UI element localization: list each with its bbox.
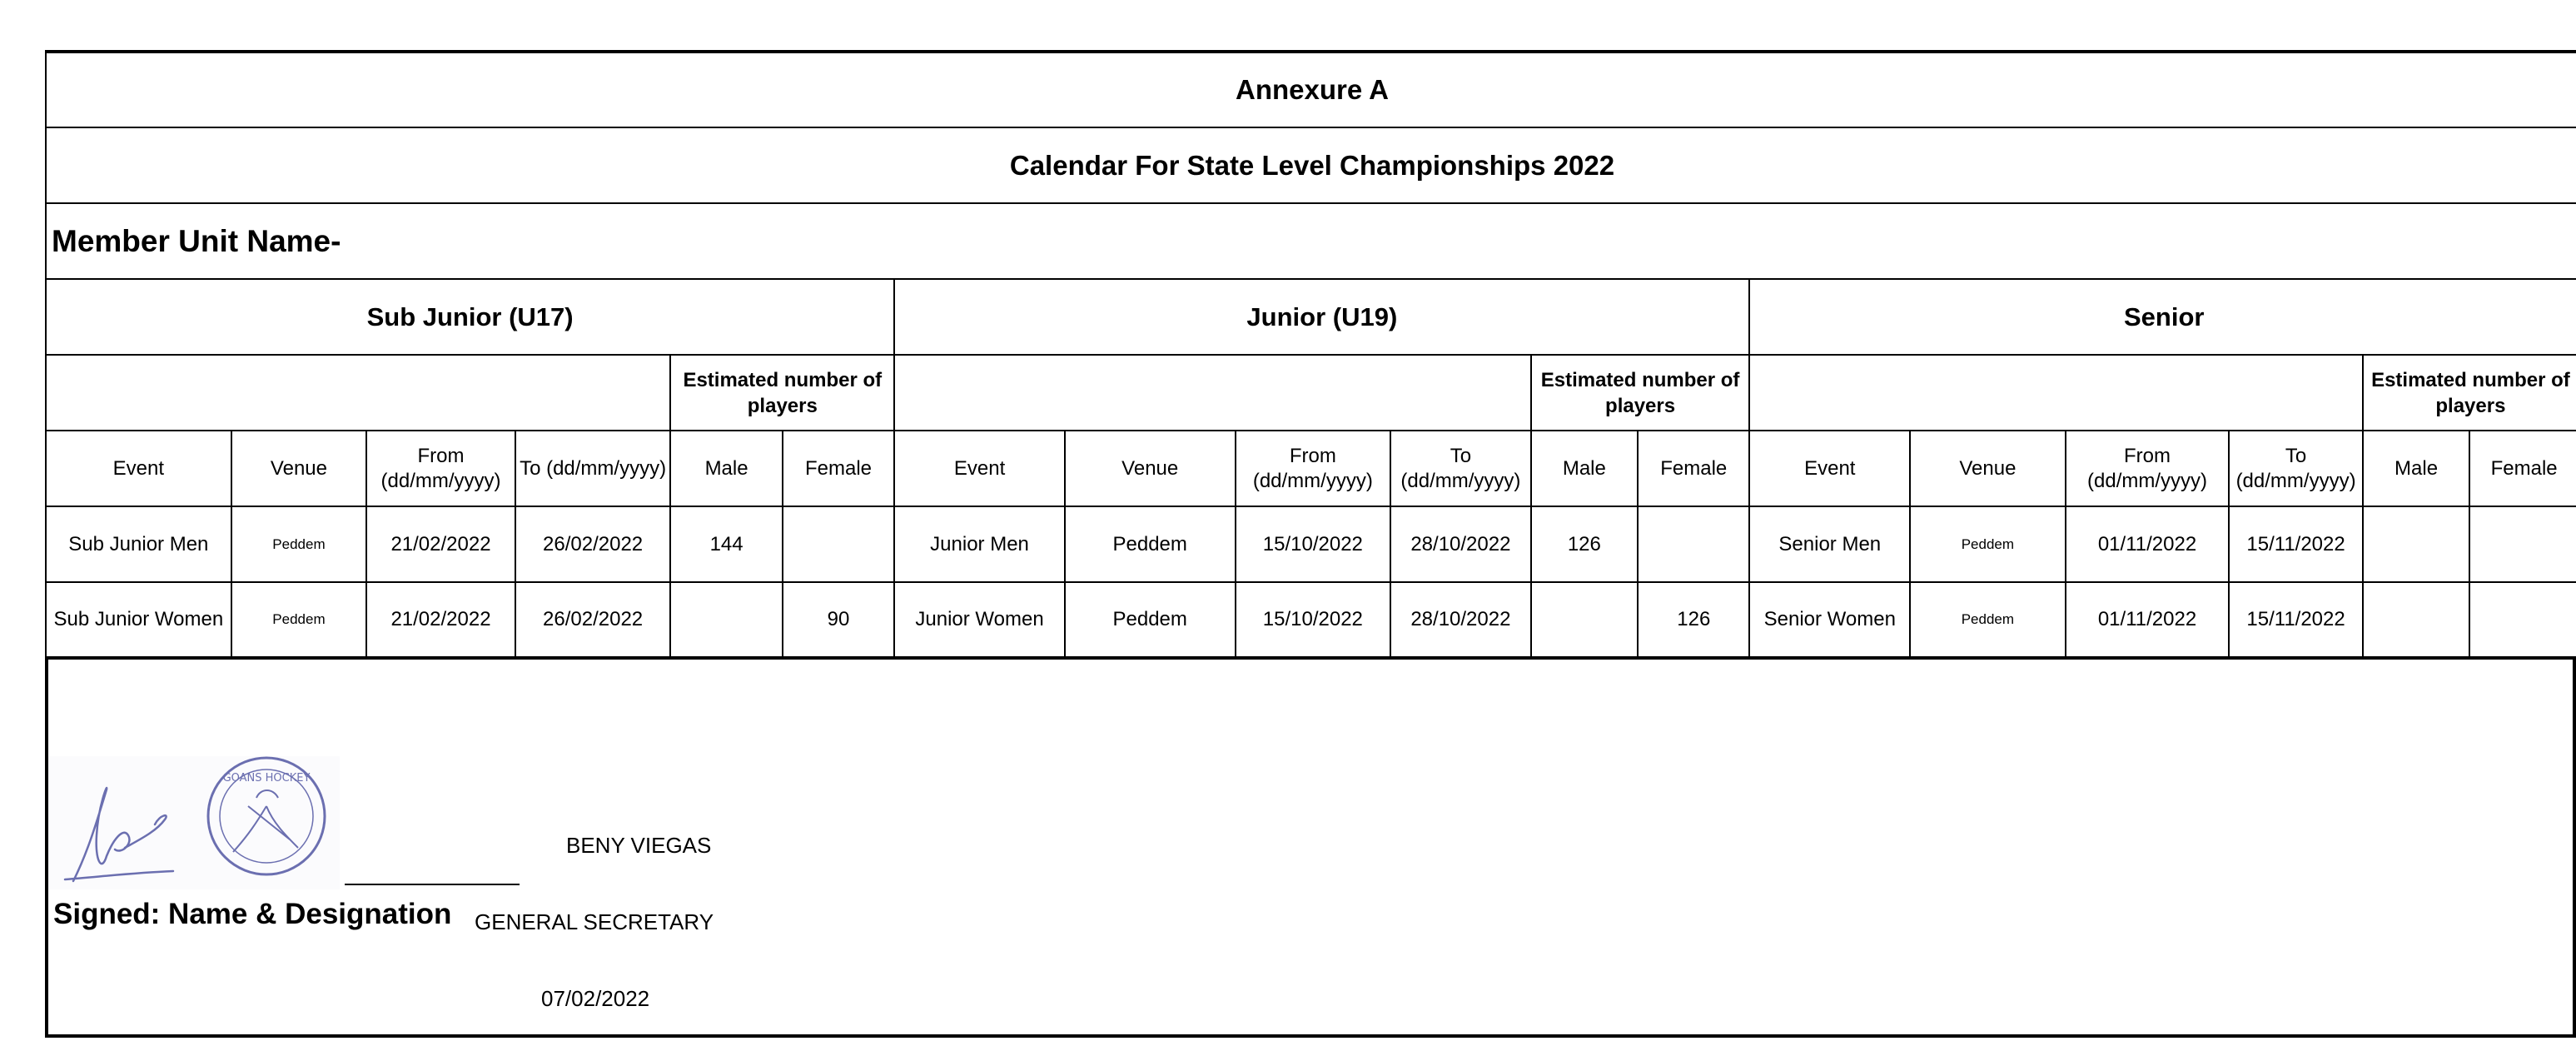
col-event: Event bbox=[894, 431, 1065, 506]
female-cell: 90 bbox=[783, 582, 894, 658]
table-row bbox=[46, 582, 2576, 658]
blank-header-cell bbox=[46, 355, 670, 431]
signed-date: 07/02/2022 bbox=[541, 986, 650, 1011]
to-cell: 28/10/2022 bbox=[1390, 506, 1531, 582]
from-cell: 15/10/2022 bbox=[1236, 506, 1391, 582]
col-venue: Venue bbox=[1065, 431, 1236, 506]
male-cell: 126 bbox=[1531, 506, 1638, 582]
venue-cell: Peddem bbox=[1910, 506, 2066, 582]
male-cell bbox=[1531, 582, 1638, 658]
calendar-title: Calendar For State Level Championships 2022 bbox=[46, 127, 2576, 203]
designation: GENERAL SECRETARY bbox=[475, 909, 714, 934]
from-cell: 21/02/2022 bbox=[366, 582, 515, 658]
male-cell: 144 bbox=[670, 506, 782, 582]
group-junior: Junior (U19) bbox=[894, 279, 1749, 355]
from-cell: 15/10/2022 bbox=[1236, 582, 1391, 658]
to-cell: 28/10/2022 bbox=[1390, 582, 1531, 658]
col-event: Event bbox=[1749, 431, 1910, 506]
male-cell bbox=[2363, 506, 2469, 582]
estimated-players-header: Estimated number of players bbox=[1531, 355, 1750, 431]
col-female: Female bbox=[1638, 431, 1749, 506]
female-cell bbox=[2469, 582, 2576, 658]
event-cell: Senior Women bbox=[1749, 582, 1910, 658]
table-row bbox=[46, 506, 2576, 582]
event-cell: Sub Junior Men bbox=[46, 506, 231, 582]
member-unit-label: Member Unit Name- bbox=[46, 203, 2576, 279]
female-cell bbox=[1638, 506, 1749, 582]
estimated-players-header: Estimated number of players bbox=[670, 355, 894, 431]
event-cell: Senior Men bbox=[1749, 506, 1910, 582]
event-cell: Junior Women bbox=[894, 582, 1065, 658]
col-female: Female bbox=[783, 431, 894, 506]
venue-cell: Peddem bbox=[1910, 582, 2066, 658]
event-cell: Sub Junior Women bbox=[46, 582, 231, 658]
venue-cell: Peddem bbox=[1065, 582, 1236, 658]
venue-cell: Peddem bbox=[231, 582, 367, 658]
signature-section bbox=[45, 658, 2576, 1038]
col-male: Male bbox=[1531, 431, 1638, 506]
col-male: Male bbox=[2363, 431, 2469, 506]
col-from: From (dd/mm/yyyy) bbox=[2066, 431, 2230, 506]
group-senior: Senior bbox=[1749, 279, 2576, 355]
from-cell: 21/02/2022 bbox=[366, 506, 515, 582]
championship-calendar-table bbox=[45, 50, 2576, 660]
signer-name: BENY VIEGAS bbox=[566, 833, 712, 858]
female-cell: 126 bbox=[1638, 582, 1749, 658]
signed-label: Signed: Name & Designation bbox=[53, 898, 452, 930]
blank-header-cell bbox=[894, 355, 1530, 431]
col-male: Male bbox=[670, 431, 782, 506]
event-cell: Junior Men bbox=[894, 506, 1065, 582]
handwritten-signature bbox=[48, 756, 340, 889]
signature-line bbox=[345, 884, 520, 885]
blank-header-cell bbox=[1749, 355, 2362, 431]
female-cell bbox=[783, 506, 894, 582]
to-cell: 26/02/2022 bbox=[515, 582, 671, 658]
from-cell: 01/11/2022 bbox=[2066, 582, 2230, 658]
estimated-players-header: Estimated number of players bbox=[2363, 355, 2576, 431]
signature-and-seal bbox=[48, 756, 340, 889]
col-to: To (dd/mm/yyyy) bbox=[515, 431, 671, 506]
col-female: Female bbox=[2469, 431, 2576, 506]
stamp-text: GOANS HOCKEY bbox=[222, 772, 311, 784]
col-venue: Venue bbox=[1910, 431, 2066, 506]
to-cell: 15/11/2022 bbox=[2229, 582, 2363, 658]
male-cell bbox=[2363, 582, 2469, 658]
col-from: From (dd/mm/yyyy) bbox=[1236, 431, 1391, 506]
col-to: To (dd/mm/yyyy) bbox=[2229, 431, 2363, 506]
venue-cell: Peddem bbox=[1065, 506, 1236, 582]
female-cell bbox=[2469, 506, 2576, 582]
from-cell: 01/11/2022 bbox=[2066, 506, 2230, 582]
col-venue: Venue bbox=[231, 431, 367, 506]
col-to: To (dd/mm/yyyy) bbox=[1390, 431, 1531, 506]
col-from: From (dd/mm/yyyy) bbox=[366, 431, 515, 506]
to-cell: 15/11/2022 bbox=[2229, 506, 2363, 582]
to-cell: 26/02/2022 bbox=[515, 506, 671, 582]
group-sub-junior: Sub Junior (U17) bbox=[46, 279, 894, 355]
annexure-title: Annexure A bbox=[46, 52, 2576, 127]
venue-cell: Peddem bbox=[231, 506, 367, 582]
male-cell bbox=[670, 582, 782, 658]
col-event: Event bbox=[46, 431, 231, 506]
